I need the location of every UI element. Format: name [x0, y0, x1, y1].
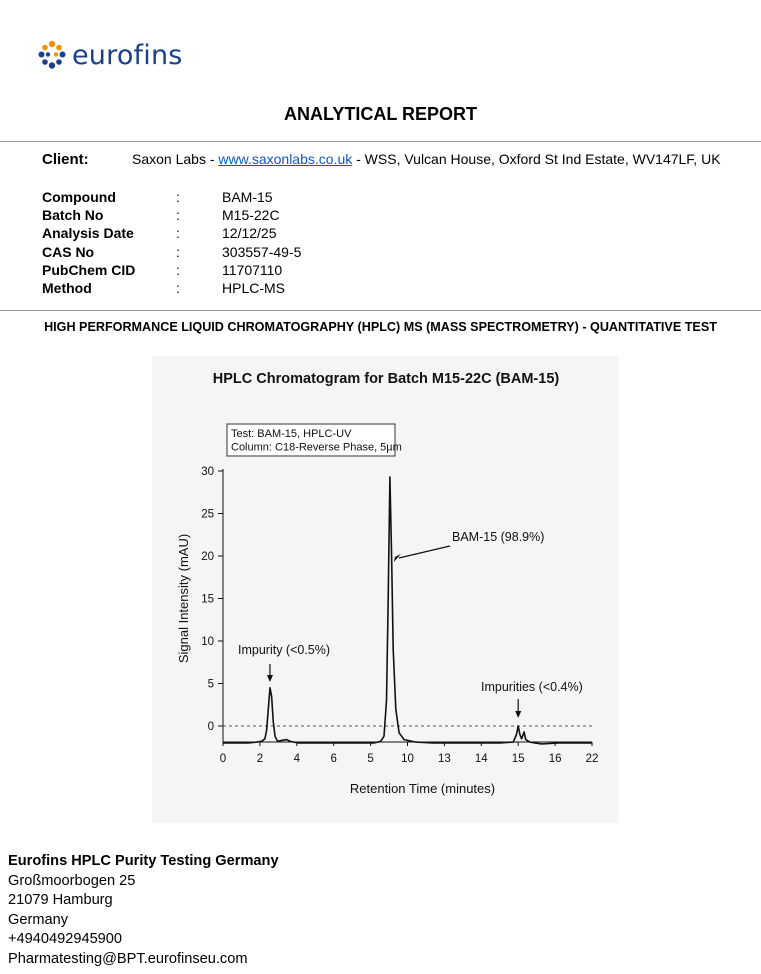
x-tick-label: 5 [367, 753, 374, 765]
impurity-annotation: Impurity (<0.5%) [238, 643, 331, 657]
x-axis-label: Retention Time (minutes) [349, 781, 496, 796]
client-address: - WSS, Vulcan House, Oxford St Ind Estate, WV147LF, UK [352, 151, 721, 167]
y-tick-label: 0 [207, 721, 214, 733]
lab-email: Pharmatesting@BPT.eurofinseu.com [8, 950, 248, 967]
detail-value: 11707110 [222, 261, 283, 278]
x-tick-label: 15 [511, 753, 525, 765]
client-line [42, 151, 721, 168]
x-tick-label: 22 [585, 753, 599, 765]
client-name: Saxon Labs - [132, 151, 219, 167]
client-label: Client: [42, 151, 89, 168]
main-peak-annotation: BAM-15 (98.9%) [452, 530, 545, 544]
detail-value: M15-22C [222, 207, 280, 224]
divider [0, 310, 761, 311]
main-peak-arrow [399, 546, 450, 558]
y-tick-label: 25 [201, 508, 214, 521]
detail-key: Method [42, 279, 92, 296]
y-tick-label: 5 [207, 678, 214, 691]
lab-name: Eurofins HPLC Purity Testing Germany [8, 853, 279, 869]
detail-key: CAS No [42, 243, 95, 260]
detail-key: Analysis Date [42, 225, 134, 242]
detail-value: 303557-49-5 [222, 243, 302, 260]
impurities-arrowhead [515, 711, 521, 718]
x-tick-label: 16 [548, 753, 562, 765]
detail-value: HPLC-MS [222, 279, 286, 296]
x-tick-label: 14 [474, 753, 488, 765]
lab-phone: +4940492945900 [8, 931, 123, 948]
detail-key: PubChem CID [42, 261, 136, 278]
detail-value: 12/12/25 [222, 225, 277, 242]
eurofins-logo [38, 38, 183, 72]
chromatogram-chart [152, 356, 619, 823]
report-title: ANALYTICAL REPORT [283, 104, 478, 124]
chart-title: HPLC Chromatogram for Batch M15-22C (BAM-15) [212, 371, 560, 387]
x-tick-label: 13 [438, 753, 451, 765]
test-info-line: Test: BAM-15, HPLC-UV [231, 428, 352, 440]
detail-key: Batch No [42, 207, 104, 224]
section-title: HIGH PERFORMANCE LIQUID CHROMATOGRAPHY (HPLC) MS (MASS SPECTROMETRY) - QUANTITATIVE TEST [44, 320, 717, 334]
x-tick-label: 6 [330, 753, 337, 765]
impurity-arrowhead [267, 675, 273, 682]
eurofins-dots-icon [38, 40, 66, 70]
test-info-line: Column: C18-Reverse Phase, 5µm [231, 441, 402, 454]
lab-city: 21079 Hamburg [8, 892, 113, 909]
lab-address [8, 852, 279, 970]
y-tick-label: 30 [201, 466, 214, 478]
chromatogram-panel [152, 356, 619, 823]
detail-key: Compound [42, 189, 116, 205]
x-tick-label: 10 [401, 753, 414, 765]
lab-country: Germany [8, 911, 69, 928]
x-tick-label: 0 [219, 753, 227, 765]
lab-street: Großmoorbogen 25 [8, 872, 136, 889]
x-tick-label: 2 [256, 753, 264, 765]
chromatogram-trace [223, 477, 592, 744]
y-tick-label: 20 [201, 551, 214, 563]
detail-value: BAM-15 [222, 189, 273, 205]
x-tick-label: 4 [293, 753, 301, 765]
divider [0, 141, 761, 142]
brand-name: eurofins [72, 39, 183, 71]
y-axis-label: Signal Intensity (mAU) [176, 533, 191, 664]
client-website-link[interactable]: www.saxonlabs.co.uk [218, 151, 353, 167]
y-tick-label: 15 [201, 593, 214, 606]
impurities-annotation: Impurities (<0.4%) [481, 680, 583, 694]
y-tick-label: 10 [201, 636, 214, 648]
